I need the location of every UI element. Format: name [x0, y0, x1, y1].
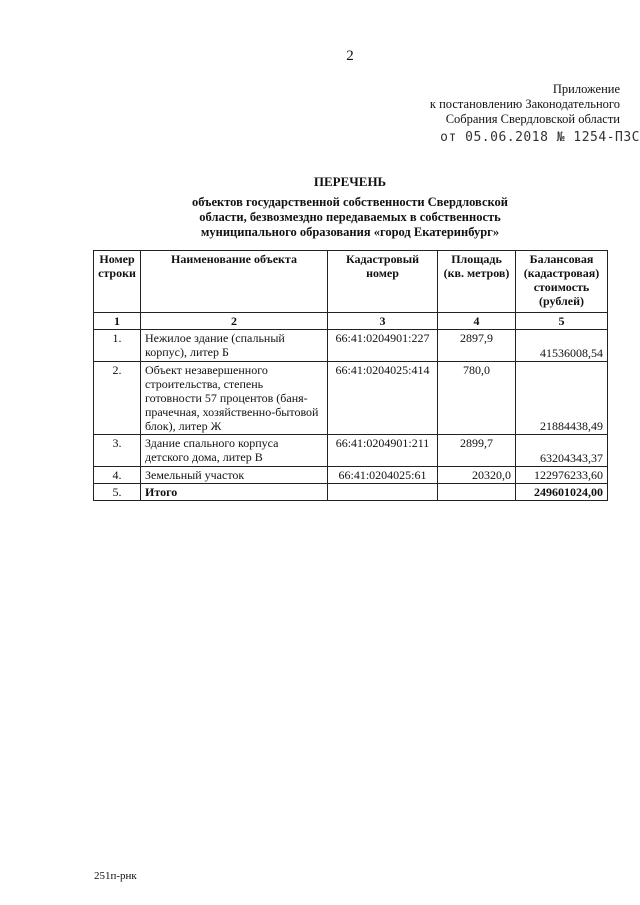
cadastral-number: 66:41:0204025:61: [328, 467, 438, 484]
total-label: Итого: [141, 484, 328, 501]
document-footer-code: 251п-рнк: [94, 870, 137, 882]
area-value: [438, 484, 516, 501]
object-name: Нежилое здание (спальный корпус), литер Б: [141, 330, 328, 362]
header-object-name: Наименование объекта: [141, 251, 328, 313]
object-name: Земельный участок: [141, 467, 328, 484]
cadastral-number: 66:41:0204901:211: [328, 435, 438, 467]
header-cost: Балансовая (кадастровая) стоимость (рублей): [516, 251, 608, 313]
subtitle-line-3: муниципального образования «город Екатеринбург»: [200, 225, 500, 239]
area-value: 2899,7: [438, 435, 516, 467]
table-header-row: [94, 251, 608, 313]
area-value: 2897,9: [438, 330, 516, 362]
cost-value: 21884438,49: [516, 362, 608, 435]
table-row: [94, 467, 608, 484]
column-number: 1: [94, 313, 141, 330]
header-area: Площадь (кв. метров): [438, 251, 516, 313]
area-value: 780,0: [438, 362, 516, 435]
cadastral-number: [328, 484, 438, 501]
document-title: ПЕРЕЧЕНЬ: [313, 174, 387, 189]
appendix-header: [380, 82, 620, 127]
subtitle-line-2: области, безвозмездно передаваемых в собственность: [199, 210, 501, 224]
row-number: 4.: [94, 467, 141, 484]
appendix-line-2: к постановлению Законодательного: [429, 97, 620, 111]
subtitle-line-1: объектов государственной собственности Свердловской: [191, 195, 508, 209]
object-name: Объект незавершенного строительства, степень готовности 57 процентов (баня-прачечная, хозяйственно-бытовой блок), литер Ж: [141, 362, 328, 435]
table-row: [94, 435, 608, 467]
column-number: 4: [438, 313, 516, 330]
property-table: [93, 250, 608, 501]
row-number: 1.: [94, 330, 141, 362]
cadastral-number: 66:41:0204901:227: [328, 330, 438, 362]
appendix-line-3: Собрания Свердловской области: [445, 112, 620, 126]
cost-value: 122976233,60: [516, 467, 608, 484]
header-row-number: Номер строки: [94, 251, 141, 313]
header-cadastral-number: Кадастровый номер: [328, 251, 438, 313]
cost-value: 63204343,37: [516, 435, 608, 467]
cost-value: 41536008,54: [516, 330, 608, 362]
table-column-numbers-row: [94, 313, 608, 330]
table-row: [94, 330, 608, 362]
row-number: 5.: [94, 484, 141, 501]
table-row: [94, 362, 608, 435]
document-subtitle: [150, 195, 550, 240]
area-value: 20320,0: [438, 467, 516, 484]
object-name: Здание спального корпуса детского дома, литер В: [141, 435, 328, 467]
cadastral-number: 66:41:0204025:414: [328, 362, 438, 435]
column-number: 2: [141, 313, 328, 330]
row-number: 3.: [94, 435, 141, 467]
resolution-date-stamp: от 05.06.2018 № 1254-ПЗС: [440, 130, 640, 145]
row-number: 2.: [94, 362, 141, 435]
total-cost-value: 249601024,00: [516, 484, 608, 501]
column-number: 5: [516, 313, 608, 330]
appendix-line-1: Приложение: [552, 82, 620, 96]
page-number: 2: [346, 48, 354, 64]
table-row-total: [94, 484, 608, 501]
column-number: 3: [328, 313, 438, 330]
